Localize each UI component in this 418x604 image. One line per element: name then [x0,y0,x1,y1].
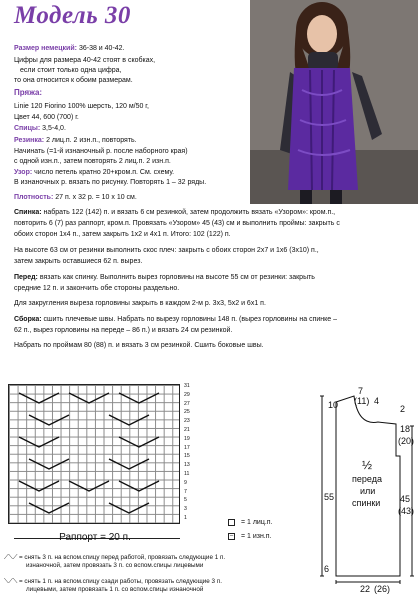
rapport-label: Раппорт = 20 п. [59,532,131,543]
needles-value: 3,5-4,0. [42,125,66,132]
front-text-1: вязать как спинку. Выполнить вырез горловины на высоте 55 см от резинки: закрыть [39,274,315,281]
front-label: Перед: [14,274,38,281]
back-line-1 [14,208,335,217]
gauge-label: Плотность: [14,194,54,201]
garment-schema [318,386,418,604]
rib-label: Резинка: [14,137,45,144]
chart-row-number: 17 [184,444,190,451]
cable-right-icon: ⟍⟋⟍ [4,578,18,585]
schema-back: спинки [352,498,381,508]
legend-cable-2 [4,578,222,594]
pattern-label: Узор: [14,169,33,176]
legend-cable-1 [4,554,225,570]
needles-line [14,124,66,133]
schema-7: 7 [358,386,364,396]
rib-line-2: с одной изн.п., затем повторять 2 лиц.п. 2 изн.п. [14,158,171,165]
chart-row-number: 19 [184,435,190,442]
pattern-value: число петель кратно 20+кром.п. См. схему. [34,169,175,176]
needles-label: Спицы: [14,125,41,132]
schema-2: 2 [400,404,406,414]
sizes-value: 36-38 и 40-42. [78,45,125,52]
schema-22: 22 [360,584,371,594]
schema-or: или [360,486,376,496]
legend-knit [228,518,273,527]
legend-cable-2a: = снять 1 п. на вспом.спицу сзади работы, провязать следующие 3 п. [18,578,222,585]
chart-row-number: 13 [184,462,190,469]
model-photo [250,0,418,204]
cable-left-icon: ⟋⟍⟋ [4,554,18,561]
schema-26: (26) [374,584,391,594]
pattern-line-1: В изнаночных р. вязать по рисунку. Повторять 1 – 32 ряды. [14,179,207,186]
sizes-note-1: Цифры для размера 40-42 стоят в скобках, [14,57,156,64]
back-label: Спинка: [14,209,42,216]
chart-row-number: 15 [184,453,190,460]
legend-cable-1b: изнаночной, затем провязать 3 п. со вспом.спицы лицевыми [26,562,204,569]
chart-row-numbers [184,380,202,530]
chart-row-number: 23 [184,418,190,425]
assembly-line-1 [14,315,337,324]
legend-cable-1a: = снять 3 п. на вспом.спицу перед работой, провязать следующие 1 п. [18,554,226,561]
chart-row-number: 9 [184,479,187,486]
chart-cables [9,385,181,525]
knitting-chart [8,380,202,530]
assembly-label: Сборка: [14,316,42,323]
schema-front: переда [352,474,382,484]
chart-row-number: 3 [184,506,187,513]
sizes-note-3: то она относится к обоим размерам. [14,77,133,84]
back-line-4: На высоте 63 см от резинки выполнить скос плеч: закрыть с обоих сторон 2х7 и 1х6 (3х10) п., [14,247,319,254]
sizes-label: Размер немецкий: [14,45,77,52]
chart-row-number: 25 [184,409,190,416]
chart-grid [8,384,180,524]
schema-half: ½ [362,458,373,472]
chart-row-number: 31 [184,383,190,389]
schema-18: 18 [400,424,411,434]
rib-value: 2 лиц.п. 2 изн.п., повторять. [46,137,137,144]
chart-row-number: 1 [184,514,187,521]
chart-row-number: 11 [184,470,190,477]
schema-6: 6 [324,564,330,574]
back-line-3: обоих сторон 1х4 п., затем закрыть 1х2 и 4х1 п. Итого: 102 (122) п. [14,231,231,238]
schema-43: (43) [398,506,415,516]
legend-purl-text: = 1 изн.п. [240,533,272,540]
model-illustration [250,0,418,204]
rib-line-1: Начинать (=1-й изнаночный р. после наборного края) [14,148,188,155]
yarn-line-1: Linie 120 Fiorino 100% шерсть, 120 м/50 г, [14,103,149,110]
yarn-label: Пряжа: [14,88,43,97]
purl-symbol: – [229,532,234,539]
schema-10: 10 [328,400,339,410]
back-text-1: набрать 122 (142) п. и вязать 6 см резинкой, затем продолжить вязать «Узором»: кром.п., [43,209,336,216]
assembly-line-3: Набрать по проймам 80 (88) п. и вязать 3 см резинкой. Сшить боковые швы. [14,342,264,349]
rib-line [14,136,137,145]
chart-row-number: 27 [184,400,190,407]
legend-knit-text: = 1 лиц.п. [240,519,273,526]
schema-55: 55 [324,492,335,502]
sizes-line [14,44,125,53]
assembly-line-2: 62 п., вырез горловины на переде – 86 п.) и вязать 24 см резинкой. [14,327,233,334]
schema-20: (20) [398,436,415,446]
pattern-line [14,168,174,177]
legend-cable-2b: лицевыми, затем провязать 1 п. со вспом.спицы изнаночной [26,586,204,593]
legend-purl [228,532,272,541]
chart-row-number: 7 [184,488,187,495]
front-line-2: средние 12 п. и закончить обе стороны раздельно. [14,285,180,292]
chart-row-number: 5 [184,497,187,504]
knit-symbol [228,519,235,526]
schema-45: 45 [400,494,411,504]
chart-row-number: 29 [184,391,190,398]
gauge-line [14,193,137,202]
front-line-3: Для закругления выреза горловины закрыть в каждом 2-м р. 3х3, 5х2 и 6х1 п. [14,300,266,307]
page-title: Модель 30 [14,2,131,29]
chart-row-number: 21 [184,426,190,433]
back-line-5: затем закрыть оставшиеся 62 п. вырез. [14,258,143,265]
assembly-text-1: сшить плечевые швы. Набрать по вырезу горловины 148 п. (вырез горловины на спинке – [43,316,338,323]
front-line-1 [14,273,315,282]
schema-11: (11) [354,396,370,406]
back-line-2: повторить 6 (7) раз раппорт, кром.п. Провязать «Узором» 45 (43) см и выполнить проймы: закрыть с [14,220,340,227]
schema-4: 4 [374,396,380,406]
sizes-note-2: если стоит только одна цифра, [20,67,122,74]
yarn-line-2: Цвет 44, 600 (700) г. [14,114,79,121]
gauge-value: 27 п. х 32 р. = 10 х 10 см. [55,194,137,201]
